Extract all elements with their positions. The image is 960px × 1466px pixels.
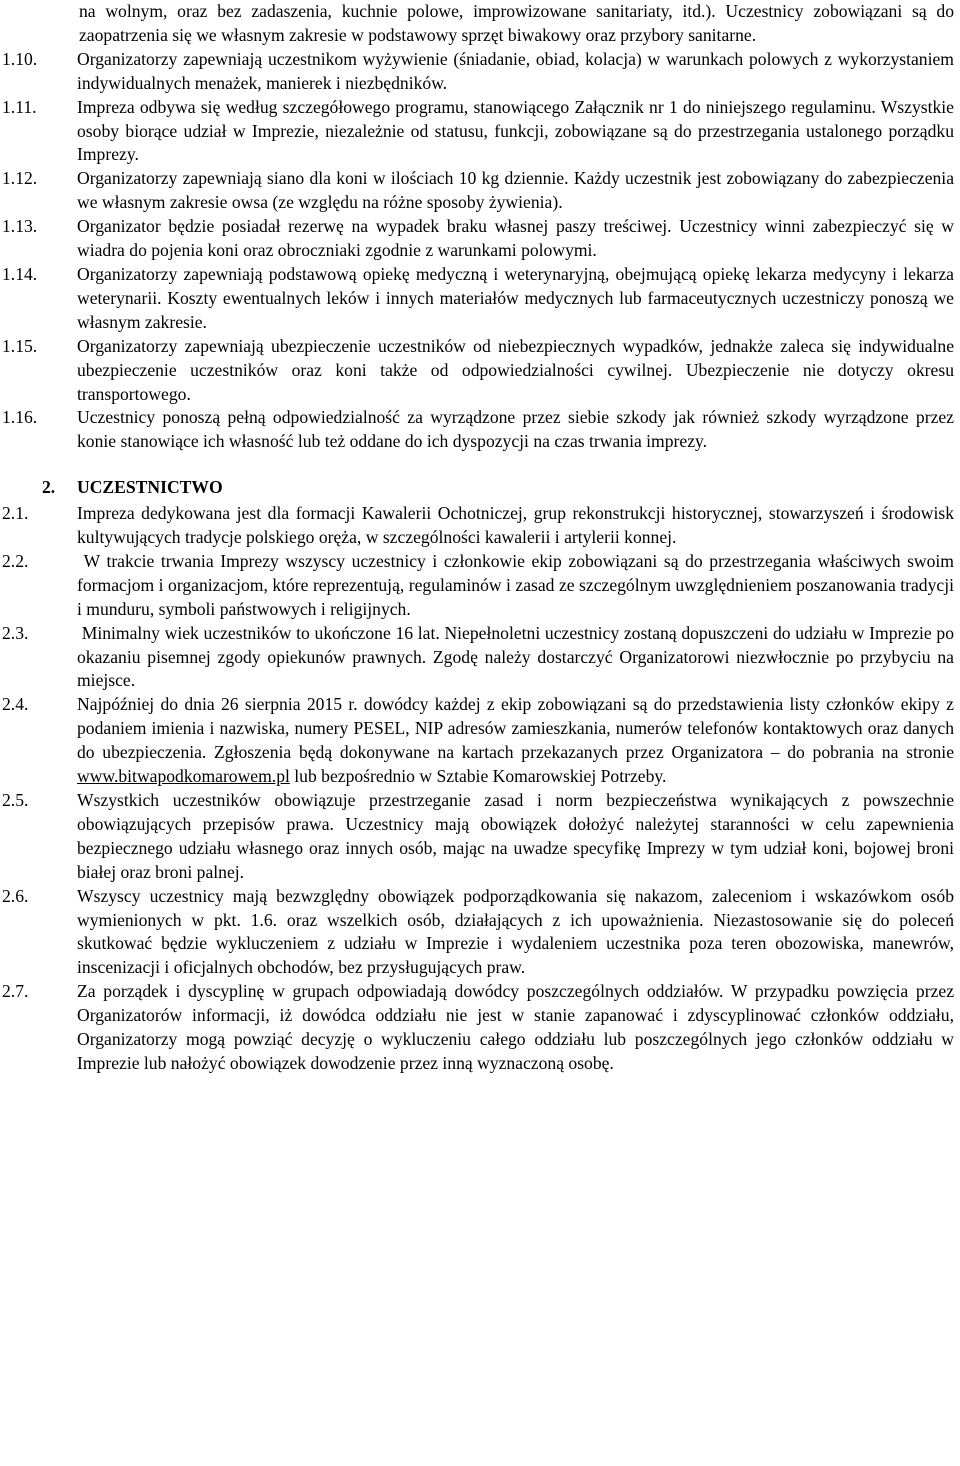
website-link[interactable]: www.bitwapodkomarowem.pl: [77, 766, 290, 787]
item-2-3: [0, 622, 960, 694]
item-1-11: [0, 96, 960, 168]
item-2-6: [0, 885, 960, 981]
item-text: Organizatorzy zapewniają uczestnikom wyżywienie (śniadanie, obiad, kolacja) w warunkach polowych z wykorzystaniem indywidualnych menażek, manierek i niezbędników.: [77, 48, 954, 93]
item-text: Impreza odbywa się według szczegółowego programu, stanowiącego Załącznik nr 1 do niniejszego regulaminu. Wszystkie osoby biorące udział w Imprezie, niezależnie od statusu, funkcji, zobowiązane są do przestrzegania ustalonego porządku Imprezy.: [77, 96, 954, 165]
item-2-2: [0, 550, 960, 622]
item-1-16: [0, 406, 960, 454]
item-number: 2.5.: [2, 790, 29, 810]
item-2-4: [0, 693, 960, 789]
section-1-items: [0, 48, 960, 454]
item-text: Organizatorzy zapewniają ubezpieczenie uczestników od niebezpiecznych wypadków, jednakże zaleca się indywidualne ubezpieczenie uczestników oraz koni także od odpowiedzialności cywilnej. Ubezpieczenie nie dotyczy okresu transportowego.: [77, 335, 954, 404]
item-text: Organizator będzie posiadał rezerwę na wypadek braku własnej paszy treściwej. Uczestnicy winni zabezpieczyć się w wiadra do pojenia koni oraz obroczniaki zgodnie z warunkami polowymi.: [77, 216, 954, 261]
item-number: 1.12.: [2, 168, 38, 189]
item-text: Uczestnicy ponoszą pełną odpowiedzialność za wyrządzone przez siebie szkody jak również szkody wyrządzone przez konie stanowiące ich własność lub też oddane do ich dyspozycji na czas trwania imprezy.: [77, 407, 954, 452]
item-text: Za porządek i dyscyplinę w grupach odpowiadają dowódcy poszczególnych oddziałów. W przypadku powzięcia przez Organizatorów informacji, iż dowódca oddziału nie jest w stanie zapanować i zdyscyplinować członków oddziału, Organizatorzy mogą powziąć decyzję o wykluczeniu całego oddziału lub poszczególnych jego członków oddziału w Imprezie lub nałożyć obowiązek dowodzenie przez inną wyznaczoną osobę.: [77, 981, 954, 1073]
item-1-12: [0, 167, 960, 215]
item-number: 2.3.: [2, 622, 29, 643]
item-text: Organizatorzy zapewniają siano dla koni w ilościach 10 kg dziennie. Każdy uczestnik jest zobowiązany do zabezpieczenia we własnym zakresie owsa (ze względu na różne sposoby żywienia).: [77, 168, 954, 213]
item-number: 1.11.: [2, 96, 37, 117]
section-title: UCZESTNICTWO: [77, 477, 223, 498]
item-number: 2.4.: [2, 694, 29, 715]
item-text: Impreza dedykowana jest dla formacji Kawalerii Ochotniczej, grup rekonstrukcji historycznej, stowarzyszeń i środowisk kultywujących tradycje polskiego oręża, w szczególności kawalerii i artylerii konnej.: [77, 503, 954, 548]
item-text: Wszystkich uczestników obowiązuje przestrzeganie zasad i norm bezpieczeństwa wynikających z powszechnie obowiązujących przepisów prawa. Uczestnicy mają obowiązek dołożyć należytej staranności w celu zapewnienia bezpiecznego udziału własnego oraz innych osób, mając na uwadze specyfikę Imprezy w tym udział koni, bojowej broni białej oraz broni palnej.: [77, 790, 954, 882]
item-1-15: [0, 335, 960, 407]
section-number: 2.: [42, 477, 56, 498]
item-text: Minimalny wiek uczestników to ukończone 16 lat. Niepełnoletni uczestnicy zostaną dopuszczeni do udziału w Imprezie po okazaniu pisemnej zgody opiekunów prawnych. Zgodę należy dostarczyć Organizatorowi niezwłocznie po przybyciu na miejsce.: [77, 622, 959, 691]
item-number: 1.13.: [2, 216, 38, 237]
item-number: 2.7.: [2, 981, 29, 1002]
item-number: 1.15.: [2, 335, 38, 356]
item-number: 2.1.: [2, 503, 29, 524]
item-1-10: [0, 48, 960, 96]
item-number: 2.6.: [2, 885, 29, 906]
item-number: 1.10.: [2, 48, 38, 69]
item-text: Wszyscy uczestnicy mają bezwzględny obowiązek podporządkowania się nakazom, zaleceniom i wskazówkom osób wymienionych w pkt. 1.6. oraz wszelkich osób, działających z ich upoważnienia. Niezastosowanie się do poleceń skutkować będzie wykluczeniem z udziału w Imprezie i wydaleniem uczestnika poza teren obozowiska, manewrów, inscenizacji i oficjalnych obchodów, bez przysługujących praw.: [77, 885, 954, 978]
item-2-7: [0, 980, 960, 1076]
continuation-paragraph: na wolnym, oraz bez zadaszenia, kuchnie polowe, improwizowane sanitariaty, itd.). Uczestnicy zobowiązani są do zaopatrzenia się we własnym zakresie w podstawowy sprzęt biwakowy oraz przybory sanitarne.: [79, 1, 954, 45]
item-number: 1.16.: [2, 407, 38, 428]
item-text: W trakcie trwania Imprezy wszyscy uczestnicy i członkowie ekip zobowiązani są do przestrzegania właściwych swoim formacjom i organizacjom, które reprezentują, regulaminów i zasad ze szczególnym uwzględnieniem poszanowania tradycji i munduru, symboli państwowych i religijnych.: [77, 550, 959, 619]
section-2-items: [0, 502, 960, 1076]
item-2-1: [0, 502, 960, 550]
section-2-heading: [0, 476, 960, 500]
item-text-before-link: Najpóźniej do dnia 26 sierpnia 2015 r. dowódcy każdej z ekip zobowiązani są do przedstawienia listy członków ekipy z podaniem imienia i nazwiska, numery PESEL, NIP adresów zamieszkania, numerów telefonów kontaktowych oraz danych do ubezpieczenia. Zgłoszenia będą dokonywane na kartach przekazanych przez Organizatora – do pobrania na stronie: [77, 694, 954, 763]
item-1-13: [0, 215, 960, 263]
item-2-5: [0, 789, 960, 885]
item-1-14: [0, 263, 960, 335]
item-number: 2.2.: [2, 550, 29, 571]
item-text-after-link: lub bezpośrednio w Sztabie Komarowskiej Potrzeby.: [289, 766, 667, 787]
item-number: 1.14.: [2, 263, 38, 284]
item-text: Organizatorzy zapewniają podstawową opiekę medyczną i weterynaryjną, obejmującą opiekę lekarza medycyny i lekarza weterynarii. Koszty ewentualnych leków i innych materiałów medycznych lub farmaceutycznych uczestniczy ponoszą we własnym zakresie.: [77, 263, 954, 332]
